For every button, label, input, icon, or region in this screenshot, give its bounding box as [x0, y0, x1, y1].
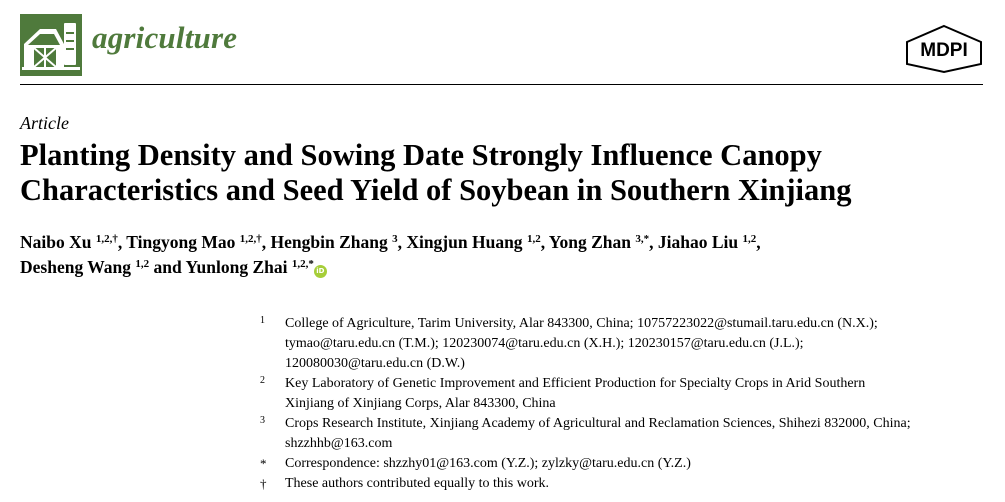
affiliations-list [258, 314, 993, 494]
author-connector: and [153, 257, 182, 277]
author-name[interactable]: Xingjun Huang [406, 232, 523, 252]
publisher-name: MDPI [920, 40, 968, 61]
author-affiliation-mark: 1,2,† [239, 233, 262, 245]
dagger-mark: † [260, 476, 267, 491]
affiliation-line: Crops Research Institute, Xinjiang Academy of Agricultural and Reclamation Sciences, Shihezi 832000, China; [285, 416, 911, 431]
author-name[interactable]: Desheng Wang [20, 257, 132, 277]
equal-contribution-line: These authors contributed equally to this work. [285, 476, 549, 491]
author-name[interactable]: Jiahao Liu [657, 232, 739, 252]
author-list: Naibo Xu $^{1,2,\dagger}$, Tingyong Mao $^{1,2,\dagger}$, Hengbin Zhang $^3$, Xingjun Huang $^{1,2}$, Yong Zhan $^{3,*}$, Jiahao Liu $^{1,2}$, Desheng Wang $^{1,2}$ and Yunlong Zhai $^{1,2,*}$iD [20, 232, 761, 277]
barn-icon [20, 14, 82, 76]
author-name[interactable]: Yong Zhan [548, 232, 631, 252]
journal-name: agriculture [92, 20, 238, 55]
affiliation-line: tymao@taru.edu.cn (T.M.); 120230074@taru.edu.cn (X.H.); 120230157@taru.edu.cn (J.L.); [285, 336, 804, 351]
author-affiliation-mark: 3 [392, 233, 398, 245]
title-line-2: Characteristics and Seed Yield of Soybean in Southern Xinjiang [20, 173, 852, 207]
article-title [20, 138, 990, 208]
author-name[interactable]: Hengbin Zhang [270, 232, 388, 252]
affiliation-item [258, 314, 993, 374]
author-affiliation-mark: 3,* [635, 233, 650, 245]
affiliation-number: 3 [260, 415, 265, 426]
author-affiliation-mark: 1,2 [526, 233, 541, 245]
journal-header [20, 14, 985, 84]
header-divider [20, 84, 983, 85]
affiliation-line: 120080030@taru.edu.cn (D.W.) [285, 356, 465, 371]
orcid-icon[interactable]: iD [314, 265, 327, 278]
affiliation-number: 1 [260, 315, 265, 326]
affiliation-number: 2 [260, 375, 265, 386]
author-affiliation-mark: 1,2 [135, 258, 150, 270]
author-name[interactable]: Naibo Xu [20, 232, 92, 252]
article-type: Article [20, 113, 69, 133]
author-name[interactable]: Yunlong Zhai [185, 257, 288, 277]
correspondence-item [258, 454, 993, 474]
equal-contribution-note [258, 474, 993, 494]
author-name[interactable]: Tingyong Mao [126, 232, 236, 252]
correspondence-mark: * [260, 456, 267, 471]
author-affiliation-mark: 1,2,† [95, 233, 118, 245]
author-affiliation-mark: 1,2 [742, 233, 757, 245]
title-line-1: Planting Density and Sowing Date Strongly Influence Canopy [20, 138, 822, 172]
affiliation-line: shzzhhb@163.com [285, 436, 393, 451]
correspondence-line: Correspondence: shzzhy01@163.com (Y.Z.); zylzky@taru.edu.cn (Y.Z.) [285, 456, 691, 471]
mdpi-logo-icon [903, 24, 985, 74]
affiliation-line: Key Laboratory of Genetic Improvement and Efficient Production for Specialty Crops in Arid Southern [285, 376, 866, 391]
affiliation-item [258, 374, 993, 414]
affiliation-item [258, 414, 993, 454]
affiliation-line: Xinjiang of Xinjiang Corps, Alar 843300, China [285, 396, 556, 411]
affiliation-line: College of Agriculture, Tarim University, Alar 843300, China; 10757223022@stumail.taru.edu.cn (N.X.); [285, 316, 878, 331]
author-affiliation-mark: 1,2,* [291, 258, 314, 270]
